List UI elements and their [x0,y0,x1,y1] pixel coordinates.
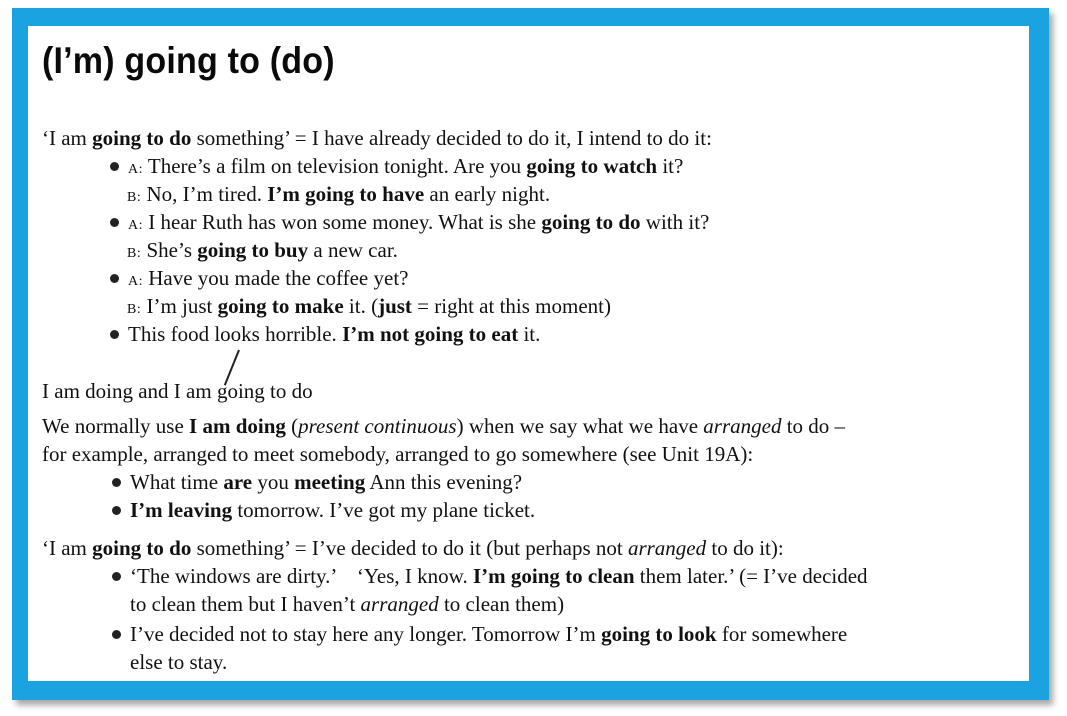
text: ( [285,414,299,438]
text: There’s a film on television tonight. Are you [147,154,527,178]
text: something’ = I’ve decided to do it (but perhaps not [191,536,628,560]
speaker-label: B: [127,302,142,317]
text: What time [130,470,224,494]
page-frame [12,8,1049,700]
italic-text: arranged [703,414,782,438]
speaker-label: A: [128,218,143,233]
section-heading: I am doing and I am going to do [42,379,313,403]
paragraph-line-2: for example, arranged to meet somebody, arranged to go somewhere (see Unit 19A): [42,442,754,466]
bullet-icon [110,218,119,227]
text: Ann this evening? [365,470,523,494]
speaker-label: B: [127,246,142,261]
bullet-icon [110,330,119,339]
bold-text: just [378,294,412,318]
text: I hear Ruth has won some money. What is she [148,210,542,234]
text: = right at this moment) [411,294,611,318]
text: ‘The windows are dirty.’ ‘Yes, I know. [130,564,473,588]
text: I’ve decided not to stay here any longer. Tomorrow I’m [130,622,602,646]
example-b4-continued: else to stay. [130,650,228,674]
paragraph-line-3 [42,534,784,562]
text: for somewhere [716,622,848,646]
example-b3-continued [130,590,564,618]
text: an early night. [424,182,551,206]
document-page [28,26,1029,681]
text: ‘I am [42,126,93,150]
page-title: (I’m) going to (do) [42,40,335,81]
bold-text: going to do [92,536,192,560]
bold-text: going to do [541,210,641,234]
example-b3 [112,562,868,590]
speaker-label: B: [127,190,142,205]
text: to do – [781,414,846,438]
bullet-icon [112,572,121,581]
paragraph-line-1 [42,412,845,440]
text: with it? [640,210,710,234]
italic-text: arranged [360,592,439,616]
text: it. ( [343,294,379,318]
speaker-label: A: [128,274,143,289]
bold-text: I’m going to clean [472,564,635,588]
text: you [252,470,295,494]
bold-text: are [223,470,253,494]
bold-text: I’m not going to eat [342,322,519,346]
text: to clean them but I haven’t [130,592,361,616]
bold-text: I am doing [189,414,286,438]
text: them later.’ (= I’ve decided [634,564,868,588]
bold-text: going to watch [526,154,658,178]
text: tomorrow. I’ve got my plane ticket. [232,498,536,522]
text: ) when we say what we have [456,414,704,438]
text: to do it): [706,536,784,560]
italic-text: arranged [627,536,707,560]
text: This food looks horrible. [128,322,343,346]
bold-text: meeting [294,470,366,494]
text: it. [518,322,541,346]
bullet-icon [112,478,121,487]
bold-text: I’m leaving [130,498,233,522]
bullet-icon [110,274,119,283]
bold-text: going to buy [197,238,309,262]
text: it? [657,154,684,178]
text: Have you made the coffee yet? [148,266,409,290]
example-4 [110,320,540,348]
text: No, I’m tired. [146,182,268,206]
bold-text: I’m going to have [267,182,425,206]
example-b2 [112,496,535,524]
text: a new car. [308,238,398,262]
bullet-icon [112,630,121,639]
bullet-icon [112,506,121,515]
bold-text: going to do [92,126,192,150]
example-b4 [112,620,847,648]
text: something’ = I have already decided to do it, I intend to do it: [191,126,712,150]
bold-text: going to make [217,294,344,318]
text: to clean them) [438,592,565,616]
bullet-icon [110,162,119,171]
italic-text: present continuous [298,414,457,438]
text: She’s [146,238,198,262]
speaker-label: A: [128,162,143,177]
example-b1 [112,468,522,496]
text: ‘I am [42,536,93,560]
intro-line [42,124,712,152]
bold-text: going to look [601,622,717,646]
text: I’m just [146,294,218,318]
text: We normally use [42,414,190,438]
